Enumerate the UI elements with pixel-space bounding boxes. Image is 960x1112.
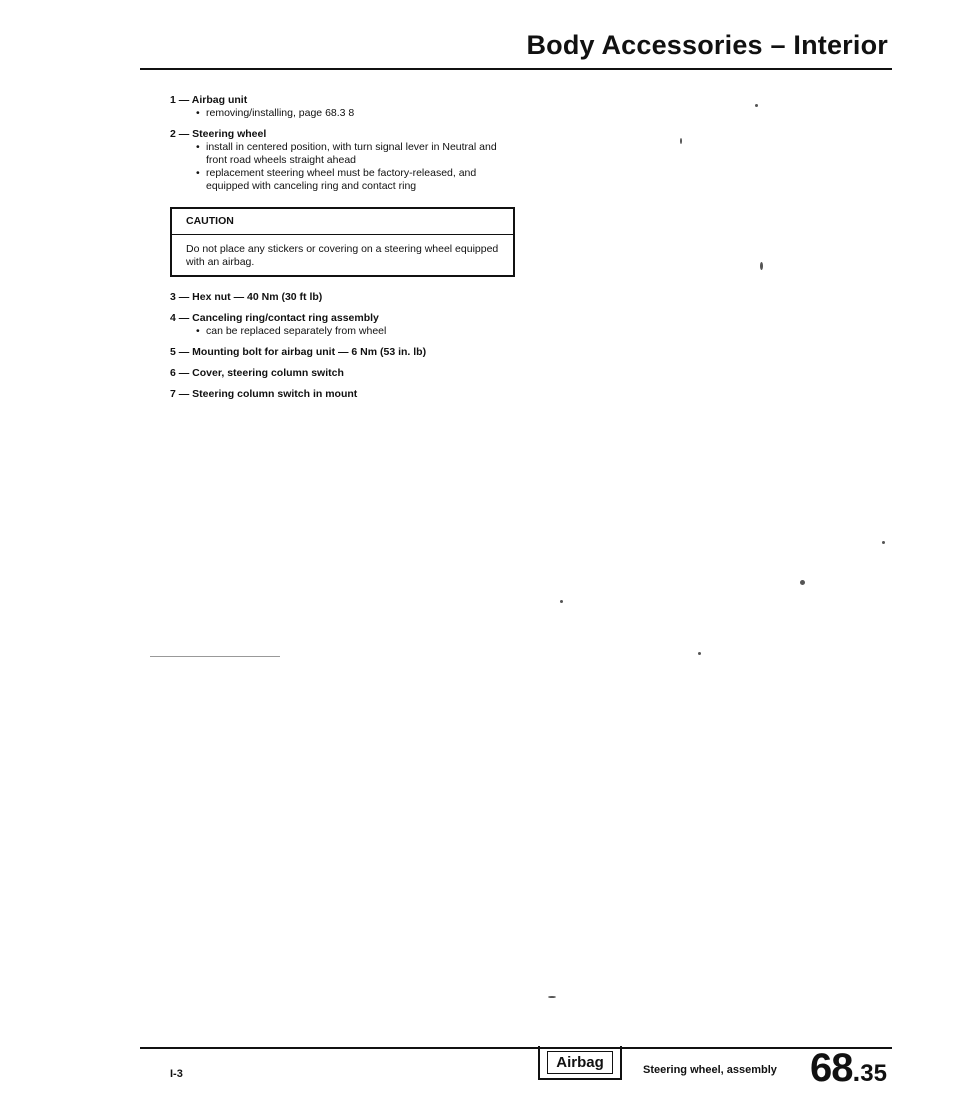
item-bullet: • replacement steering wheel must be factory-released, and equipped with canceling ring and contact ring — [196, 167, 477, 192]
list-item — [170, 128, 515, 193]
page-number-major: 68 — [810, 1046, 853, 1090]
parts-list — [170, 94, 515, 409]
item-bullet: • can be replaced separately from wheel — [196, 325, 387, 337]
page-reference: I-3 — [170, 1068, 183, 1080]
item-bullet: • install in centered position, with turn signal lever in Neutral and front road wheels straight ahead — [196, 141, 497, 166]
item-title: 2 — Steering wheel — [170, 128, 267, 140]
speck — [560, 600, 563, 603]
speck — [680, 138, 682, 144]
header-rule — [140, 68, 892, 70]
list-item — [170, 388, 515, 401]
item-title: 4 — Canceling ring/contact ring assembly — [170, 312, 379, 324]
section-tab — [538, 1046, 622, 1080]
speck — [882, 541, 885, 544]
item-title: 3 — Hex nut — 40 Nm (30 ft lb) — [170, 291, 323, 303]
speck — [698, 652, 701, 655]
item-title: 1 — Airbag unit — [170, 94, 248, 106]
speck — [548, 996, 556, 998]
footer-rule — [140, 1047, 892, 1049]
item-bullet: • removing/installing, page 68.3 8 — [196, 107, 355, 119]
list-item — [170, 367, 515, 380]
caution-text: Do not place any stickers or covering on a steering wheel equipped with an airbag. — [186, 243, 499, 268]
item-title: 6 — Cover, steering column switch — [170, 367, 344, 379]
bullet-icon: • — [196, 141, 200, 153]
item-title: 5 — Mounting bolt for airbag unit — 6 Nm (53 in. lb) — [170, 346, 427, 358]
section-label: Steering wheel, assembly — [643, 1064, 777, 1076]
page-number-separator: . — [852, 1056, 861, 1087]
page-number-minor: 35 — [860, 1060, 887, 1087]
speck — [755, 104, 758, 107]
page-number — [810, 1046, 887, 1091]
bullet-icon: • — [196, 167, 200, 179]
page-title: Body Accessories – Interior — [526, 30, 888, 60]
caution-heading: CAUTION — [172, 215, 513, 235]
section-tab-label: Airbag — [547, 1051, 613, 1074]
caution-box — [170, 207, 515, 277]
list-item — [170, 346, 515, 359]
item-title: 7 — Steering column switch in mount — [170, 388, 358, 400]
list-item — [170, 312, 515, 338]
speck — [760, 262, 763, 270]
speck — [800, 580, 805, 585]
list-item — [170, 94, 515, 120]
bullet-icon: • — [196, 107, 200, 119]
speck — [150, 656, 280, 657]
list-item — [170, 291, 515, 304]
bullet-icon: • — [196, 325, 200, 337]
